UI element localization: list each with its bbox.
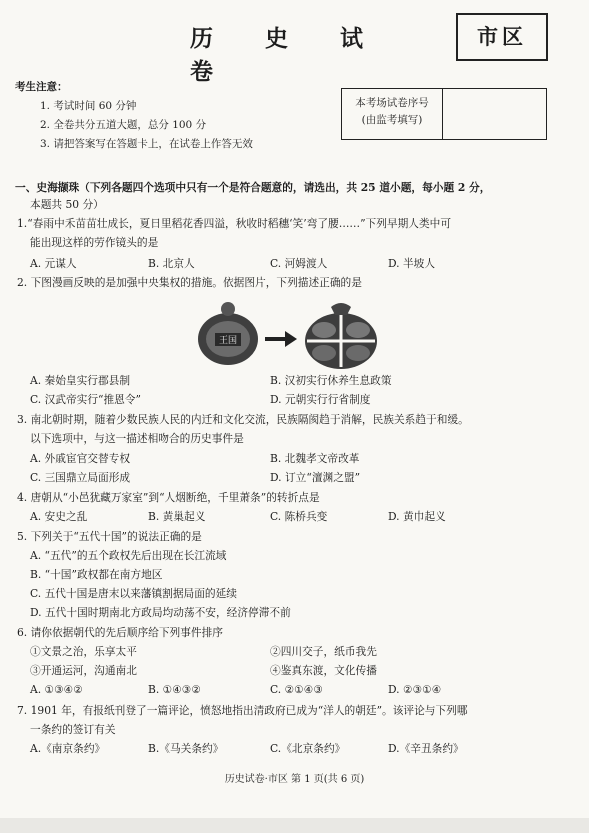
notice-item: 1. 考试时间 60 分钟	[40, 100, 137, 112]
option-d: D. 五代十国时期南北方政局均动荡不安，经济停滞不前	[30, 606, 291, 619]
option-b: B. 北京人	[148, 257, 195, 270]
question-stem: 2. 下图漫画反映的是加强中央集权的措施。依据图片，下列描述正确的是	[17, 276, 362, 289]
option-a: A. ①③④②	[30, 683, 83, 696]
page-footer: 历史试卷·市区 第 1 页(共 6 页)	[224, 774, 365, 785]
event-item: ①文景之治，乐享太平	[30, 645, 137, 658]
option-a: A. 元谋人	[30, 257, 77, 270]
seat-label-note: (由监考填写)	[361, 114, 423, 126]
option-c: C. 河姆渡人	[270, 257, 328, 270]
option-d: D.《辛丑条约》	[388, 742, 464, 755]
option-c: C. ②①④③	[270, 683, 323, 696]
question-stem: 3. 南北朝时期，随着少数民族人民的内迁和文化交流，民族隔阂趋于消解，民族关系趋于和缓。	[17, 413, 469, 426]
option-a: A.《南京条约》	[30, 742, 106, 755]
coin-figure-icon	[198, 302, 258, 365]
question-stem-cont: 能出现这样的劳作镜头的是	[30, 236, 159, 249]
question-stem-cont: 一条约的签订有关	[30, 723, 116, 736]
option-b: B. 黄巢起义	[148, 510, 206, 523]
option-c: C. 汉武帝实行“推恩令”	[30, 393, 142, 406]
event-item: ④鉴真东渡，文化传播	[270, 664, 377, 677]
option-c: C. 五代十国是唐末以来藩镇割据局面的延续	[30, 587, 237, 600]
district-box: 市区	[456, 13, 548, 61]
option-d: D. ②③①④	[388, 683, 442, 696]
event-item: ②四川交子，纸币我先	[270, 645, 377, 658]
question-stem: 6. 请你依据朝代的先后顺序给下列事件排序	[17, 626, 223, 639]
option-a: A. “五代”的五个政权先后出现在长江流域	[30, 549, 227, 562]
section-title: 一、史海撷珠（下列各题四个选项中只有一个是符合题意的，请选出，共 25 道小题，每小题 2 分，	[15, 181, 491, 194]
question-stem-cont: 以下选项中，与这一描述相吻合的历史事件是	[30, 432, 244, 445]
section-title-cont: 本题共 50 分）	[30, 198, 104, 211]
option-b: B. 北魏孝文帝改革	[270, 452, 360, 465]
arrow-right-icon	[265, 331, 297, 347]
cartoon-illustration	[193, 297, 393, 371]
notice-item: 3. 请把答案写在答题卡上，在试卷上作答无效	[40, 138, 253, 150]
option-b: B. 汉初实行休养生息政策	[270, 374, 392, 387]
divided-coin-figure-icon	[305, 303, 377, 369]
option-b: B.《马关条约》	[148, 742, 224, 755]
seat-label-line: 本考场试卷序号	[355, 97, 429, 109]
bottom-strip	[0, 818, 589, 833]
option-d: D. 黄巾起义	[388, 510, 446, 523]
option-a: A. 外戚宦官交替专权	[30, 452, 131, 465]
option-d: D. 元朝实行行省制度	[270, 393, 371, 406]
seat-number-field[interactable]	[443, 89, 546, 139]
question-stem: 4. 唐朝从“小邑犹藏万家室”到“人烟断绝，千里萧条”的转折点是	[17, 491, 320, 504]
event-item: ③开通运河，沟通南北	[30, 664, 137, 677]
cartoon-label: 王国	[218, 336, 238, 346]
option-c: C.《北京条约》	[270, 742, 346, 755]
option-c: C. 三国鼎立局面形成	[30, 471, 131, 484]
option-d: D. 订立“澶渊之盟”	[270, 471, 361, 484]
question-stem: 5. 下列关于“五代十国”的说法正确的是	[17, 530, 202, 543]
option-a: A. 秦始皇实行郡县制	[30, 374, 131, 387]
seat-number-box	[341, 88, 547, 140]
question-stem: 7. 1901 年，有报纸刊登了一篇评论，愤怒地指出清政府已成为“洋人的朝廷”。该评论与下列哪	[17, 704, 468, 717]
option-c: C. 陈桥兵变	[270, 510, 328, 523]
option-b: B. ①④③②	[148, 683, 201, 696]
page-title: 历 史 试 卷	[190, 25, 386, 85]
option-d: D. 半坡人	[388, 257, 436, 270]
notice-heading: 考生注意：	[15, 81, 68, 93]
option-b: B. “十国”政权都在南方地区	[30, 568, 163, 581]
notice-item: 2. 全卷共分五道大题，总分 100 分	[40, 119, 207, 131]
seat-number-label	[342, 89, 443, 139]
option-a: A. 安史之乱	[30, 510, 88, 523]
question-stem: 1.“春雨中禾苗苗壮成长，夏日里稻花香四溢，秋收时稻穗‘笑’弯了腰……”下列早期人类中可	[17, 217, 452, 230]
